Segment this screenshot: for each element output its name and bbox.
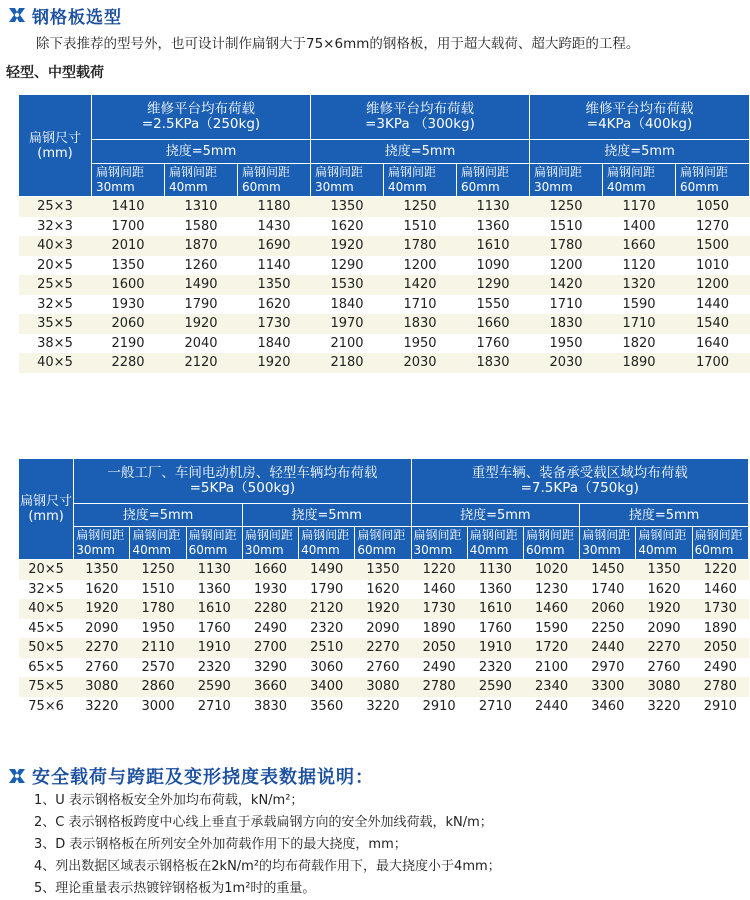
- size-cell: 45×5: [19, 619, 74, 639]
- span-value-cell: 1610: [457, 236, 530, 256]
- span-value-cell: 1590: [523, 619, 579, 639]
- span-value-cell: 1420: [530, 275, 603, 295]
- table-row: [19, 275, 750, 295]
- span-value-cell: 2010: [92, 236, 165, 256]
- span-value-cell: 1400: [603, 217, 676, 237]
- span-value-cell: 1360: [186, 580, 242, 600]
- span-value-cell: 1420: [384, 275, 457, 295]
- span-value-cell: 1920: [165, 314, 238, 334]
- section-title: [6, 2, 122, 28]
- table-row: [19, 560, 749, 580]
- span-value-cell: 1890: [692, 619, 748, 639]
- spacing-header: 扁钢间距 30mm: [311, 164, 384, 197]
- span-value-cell: 3220: [636, 697, 692, 717]
- span-value-cell: 1780: [130, 599, 186, 619]
- span-value-cell: 1760: [467, 619, 523, 639]
- subheading: 轻型、中型载荷: [6, 65, 104, 81]
- table-row: [19, 256, 750, 276]
- spacing-header: 扁钢间距 40mm: [603, 164, 676, 197]
- span-value-cell: 2120: [165, 353, 238, 373]
- table-row: [19, 638, 749, 658]
- span-value-cell: 1140: [238, 256, 311, 276]
- span-value-cell: 2100: [523, 658, 579, 678]
- span-value-cell: 3080: [636, 677, 692, 697]
- span-value-cell: 2760: [74, 658, 130, 678]
- spacing-header: 扁钢间距 60mm: [523, 527, 579, 560]
- span-value-cell: 1460: [523, 599, 579, 619]
- size-cell: 38×5: [19, 334, 92, 354]
- span-value-cell: 2320: [467, 658, 523, 678]
- span-value-cell: 1720: [523, 638, 579, 658]
- size-cell: 32×5: [19, 580, 74, 600]
- notes-list: [34, 790, 501, 900]
- span-value-cell: 1310: [165, 197, 238, 217]
- span-value-cell: 2490: [411, 658, 467, 678]
- size-cell: 25×5: [19, 275, 92, 295]
- spacing-header: 扁钢间距 40mm: [299, 527, 355, 560]
- span-value-cell: 1350: [238, 275, 311, 295]
- span-value-cell: 2050: [692, 638, 748, 658]
- span-value-cell: 1020: [523, 560, 579, 580]
- span-value-cell: 2060: [580, 599, 636, 619]
- span-value-cell: 1250: [384, 197, 457, 217]
- span-value-cell: 1360: [467, 580, 523, 600]
- span-value-cell: 2780: [411, 677, 467, 697]
- deflection-header: 挠度=5mm: [411, 504, 580, 527]
- span-value-cell: 1910: [467, 638, 523, 658]
- span-value-cell: 2910: [692, 697, 748, 717]
- span-value-cell: 1610: [186, 599, 242, 619]
- span-value-cell: 1930: [242, 580, 298, 600]
- note-item: 3、D 表示钢格板在所列安全外加荷载作用下的最大挠度，mm；: [34, 837, 407, 852]
- span-value-cell: 1710: [384, 295, 457, 315]
- spacing-header: 扁钢间距 30mm: [74, 527, 130, 560]
- span-value-cell: 1830: [384, 314, 457, 334]
- span-value-cell: 1920: [355, 599, 411, 619]
- table-row: [19, 677, 749, 697]
- span-value-cell: 2590: [186, 677, 242, 697]
- span-value-cell: 2050: [411, 638, 467, 658]
- span-value-cell: 2440: [580, 638, 636, 658]
- span-value-cell: 1530: [311, 275, 384, 295]
- span-value-cell: 1350: [74, 560, 130, 580]
- span-value-cell: 3460: [580, 697, 636, 717]
- spacing-header: 扁钢间距 30mm: [530, 164, 603, 197]
- span-value-cell: 1660: [603, 236, 676, 256]
- size-cell: 40×5: [19, 599, 74, 619]
- span-value-cell: 1910: [186, 638, 242, 658]
- table-row: [19, 334, 750, 354]
- span-value-cell: 1320: [603, 275, 676, 295]
- span-value-cell: 1970: [311, 314, 384, 334]
- table-row: [19, 697, 749, 717]
- size-cell: 35×5: [19, 314, 92, 334]
- span-value-cell: 2340: [523, 677, 579, 697]
- size-cell: 75×5: [19, 677, 74, 697]
- note-item: 4、列出数据区域表示钢格板在2kN/m²的均布荷载作用下，最大挠度小于4mm；: [34, 859, 501, 874]
- logo-icon: [6, 765, 28, 787]
- span-value-cell: 2030: [530, 353, 603, 373]
- span-value-cell: 1890: [603, 353, 676, 373]
- size-cell: 40×5: [19, 353, 92, 373]
- span-value-cell: 1350: [311, 197, 384, 217]
- spacing-header: 扁钢间距 40mm: [165, 164, 238, 197]
- span-value-cell: 1760: [457, 334, 530, 354]
- span-value-cell: 1010: [676, 256, 750, 276]
- span-value-cell: 1920: [74, 599, 130, 619]
- span-value-cell: 1760: [186, 619, 242, 639]
- size-cell: 75×6: [19, 697, 74, 717]
- span-value-cell: 1830: [457, 353, 530, 373]
- load-header: 重型车辆、装备承受载区域均布荷载 =7.5KPa（750kg): [411, 459, 748, 504]
- span-value-cell: 3080: [355, 677, 411, 697]
- span-value-cell: 1730: [692, 599, 748, 619]
- span-value-cell: 1230: [523, 580, 579, 600]
- span-value-cell: 1510: [530, 217, 603, 237]
- span-value-cell: 1180: [238, 197, 311, 217]
- row-header: 扁钢尺寸 (mm): [19, 95, 92, 197]
- table-row: [19, 580, 749, 600]
- span-value-cell: 1620: [74, 580, 130, 600]
- table-row: [19, 314, 750, 334]
- span-value-cell: 1780: [384, 236, 457, 256]
- span-value-cell: 3220: [355, 697, 411, 717]
- size-cell: 50×5: [19, 638, 74, 658]
- span-value-cell: 1700: [92, 217, 165, 237]
- span-value-cell: 1710: [603, 314, 676, 334]
- span-value-cell: 1460: [692, 580, 748, 600]
- span-value-cell: 1590: [603, 295, 676, 315]
- table-row: [19, 658, 749, 678]
- span-value-cell: 1120: [603, 256, 676, 276]
- span-value-cell: 3290: [242, 658, 298, 678]
- load-header: 维修平台均布荷载 =4KPa（400kg): [530, 95, 750, 140]
- span-value-cell: 2090: [355, 619, 411, 639]
- span-value-cell: 3560: [299, 697, 355, 717]
- span-value-cell: 2710: [467, 697, 523, 717]
- span-value-cell: 1350: [355, 560, 411, 580]
- span-value-cell: 1430: [238, 217, 311, 237]
- span-value-cell: 2860: [130, 677, 186, 697]
- span-value-cell: 2190: [92, 334, 165, 354]
- span-value-cell: 1360: [457, 217, 530, 237]
- note-item: 1、U 表示钢格板安全外加均布荷载，kN/m²；: [34, 793, 304, 808]
- span-value-cell: 2320: [299, 619, 355, 639]
- span-value-cell: 1950: [130, 619, 186, 639]
- size-cell: 32×3: [19, 217, 92, 237]
- table-row: [19, 619, 749, 639]
- span-value-cell: 1790: [299, 580, 355, 600]
- span-value-cell: 1890: [411, 619, 467, 639]
- table-row: [19, 197, 750, 217]
- span-value-cell: 1350: [636, 560, 692, 580]
- spacing-header: 扁钢间距 60mm: [676, 164, 750, 197]
- note-item: 2、C 表示钢格板跨度中心线上垂直于承载扁钢方向的安全外加线荷载，kN/m；: [34, 815, 493, 830]
- span-value-cell: 1290: [311, 256, 384, 276]
- span-value-cell: 1930: [92, 295, 165, 315]
- span-value-cell: 1490: [165, 275, 238, 295]
- span-value-cell: 2510: [299, 638, 355, 658]
- table-row: [19, 217, 750, 237]
- span-value-cell: 2490: [692, 658, 748, 678]
- span-value-cell: 1740: [580, 580, 636, 600]
- span-value-cell: 1950: [530, 334, 603, 354]
- span-value-cell: 1920: [238, 353, 311, 373]
- span-value-cell: 2090: [74, 619, 130, 639]
- span-value-cell: 1660: [242, 560, 298, 580]
- spacing-header: 扁钢间距 40mm: [130, 527, 186, 560]
- span-value-cell: 1820: [603, 334, 676, 354]
- span-value-cell: 2040: [165, 334, 238, 354]
- spacing-header: 扁钢间距 30mm: [92, 164, 165, 197]
- spacing-header: 扁钢间距 40mm: [384, 164, 457, 197]
- span-value-cell: 1620: [636, 580, 692, 600]
- deflection-header: 挠度=5mm: [311, 140, 530, 164]
- span-value-cell: 1090: [457, 256, 530, 276]
- span-value-cell: 2120: [299, 599, 355, 619]
- span-value-cell: 1450: [580, 560, 636, 580]
- load-header: 维修平台均布荷载 =3KPa （300kg): [311, 95, 530, 140]
- load-header: 维修平台均布荷载 =2.5KPa（250kg): [92, 95, 311, 140]
- section-title-text: 钢格板选型: [32, 7, 122, 28]
- span-value-cell: 2090: [636, 619, 692, 639]
- span-value-cell: 2570: [130, 658, 186, 678]
- span-value-cell: 2280: [92, 353, 165, 373]
- spec-table-heavy: [18, 458, 749, 716]
- row-header: 扁钢尺寸 (mm): [19, 459, 74, 560]
- span-value-cell: 1600: [92, 275, 165, 295]
- span-value-cell: 1250: [130, 560, 186, 580]
- table-row: [19, 295, 750, 315]
- span-value-cell: 1350: [92, 256, 165, 276]
- span-value-cell: 2060: [92, 314, 165, 334]
- span-value-cell: 1220: [692, 560, 748, 580]
- span-value-cell: 3660: [242, 677, 298, 697]
- span-value-cell: 1730: [411, 599, 467, 619]
- notes-title: [6, 763, 374, 789]
- span-value-cell: 2270: [636, 638, 692, 658]
- span-value-cell: 2270: [74, 638, 130, 658]
- span-value-cell: 1220: [411, 560, 467, 580]
- span-value-cell: 2030: [384, 353, 457, 373]
- span-value-cell: 1200: [530, 256, 603, 276]
- span-value-cell: 1710: [530, 295, 603, 315]
- span-value-cell: 2760: [355, 658, 411, 678]
- size-cell: 20×5: [19, 560, 74, 580]
- size-cell: 65×5: [19, 658, 74, 678]
- span-value-cell: 3060: [299, 658, 355, 678]
- span-value-cell: 3300: [580, 677, 636, 697]
- span-value-cell: 1200: [676, 275, 750, 295]
- spec-table-light-medium: [18, 94, 750, 373]
- span-value-cell: 1620: [311, 217, 384, 237]
- span-value-cell: 3400: [299, 677, 355, 697]
- spacing-header: 扁钢间距 60mm: [186, 527, 242, 560]
- span-value-cell: 2710: [186, 697, 242, 717]
- span-value-cell: 1920: [636, 599, 692, 619]
- spacing-header: 扁钢间距 60mm: [457, 164, 530, 197]
- span-value-cell: 1500: [676, 236, 750, 256]
- span-value-cell: 1460: [411, 580, 467, 600]
- deflection-header: 挠度=5mm: [530, 140, 750, 164]
- span-value-cell: 1290: [457, 275, 530, 295]
- span-value-cell: 1610: [467, 599, 523, 619]
- span-value-cell: 1660: [457, 314, 530, 334]
- deflection-header: 挠度=5mm: [74, 504, 243, 527]
- span-value-cell: 1410: [92, 197, 165, 217]
- span-value-cell: 1840: [311, 295, 384, 315]
- span-value-cell: 2780: [692, 677, 748, 697]
- span-value-cell: 1050: [676, 197, 750, 217]
- spacing-header: 扁钢间距 40mm: [467, 527, 523, 560]
- span-value-cell: 2100: [311, 334, 384, 354]
- spacing-header: 扁钢间距 40mm: [636, 527, 692, 560]
- span-value-cell: 1580: [165, 217, 238, 237]
- span-value-cell: 1840: [238, 334, 311, 354]
- spacing-header: 扁钢间距 30mm: [242, 527, 298, 560]
- span-value-cell: 1260: [165, 256, 238, 276]
- table-body: [19, 560, 749, 717]
- span-value-cell: 1780: [530, 236, 603, 256]
- span-value-cell: 2440: [523, 697, 579, 717]
- span-value-cell: 1510: [130, 580, 186, 600]
- span-value-cell: 2110: [130, 638, 186, 658]
- span-value-cell: 2910: [411, 697, 467, 717]
- span-value-cell: 2250: [580, 619, 636, 639]
- span-value-cell: 1510: [384, 217, 457, 237]
- deflection-header: 挠度=5mm: [580, 504, 749, 527]
- size-cell: 40×3: [19, 236, 92, 256]
- span-value-cell: 3220: [74, 697, 130, 717]
- table-row: [19, 599, 749, 619]
- span-value-cell: 1620: [238, 295, 311, 315]
- span-value-cell: 1440: [676, 295, 750, 315]
- load-header: 一般工厂、车间电动机房、轻型车辆均布荷载 =5KPa（500kg): [74, 459, 411, 504]
- notes-title-text: 安全载荷与跨距及变形挠度表数据说明：: [32, 767, 374, 788]
- span-value-cell: 1130: [467, 560, 523, 580]
- span-value-cell: 2700: [242, 638, 298, 658]
- size-cell: 20×5: [19, 256, 92, 276]
- span-value-cell: 2320: [186, 658, 242, 678]
- span-value-cell: 1640: [676, 334, 750, 354]
- span-value-cell: 2490: [242, 619, 298, 639]
- table-row: [19, 236, 750, 256]
- span-value-cell: 1920: [311, 236, 384, 256]
- span-value-cell: 1130: [186, 560, 242, 580]
- deflection-header: 挠度=5mm: [92, 140, 311, 164]
- span-value-cell: 2760: [636, 658, 692, 678]
- table-row: [19, 353, 750, 373]
- span-value-cell: 1730: [238, 314, 311, 334]
- spacing-header: 扁钢间距 60mm: [692, 527, 748, 560]
- span-value-cell: 2970: [580, 658, 636, 678]
- size-cell: 25×3: [19, 197, 92, 217]
- deflection-header: 挠度=5mm: [242, 504, 411, 527]
- spacing-header: 扁钢间距 30mm: [411, 527, 467, 560]
- span-value-cell: 1550: [457, 295, 530, 315]
- span-value-cell: 2280: [242, 599, 298, 619]
- spacing-header: 扁钢间距 30mm: [580, 527, 636, 560]
- span-value-cell: 3000: [130, 697, 186, 717]
- span-value-cell: 1170: [603, 197, 676, 217]
- span-value-cell: 2590: [467, 677, 523, 697]
- logo-icon: [6, 4, 28, 26]
- span-value-cell: 1830: [530, 314, 603, 334]
- span-value-cell: 1130: [457, 197, 530, 217]
- span-value-cell: 1540: [676, 314, 750, 334]
- span-value-cell: 1870: [165, 236, 238, 256]
- span-value-cell: 1250: [530, 197, 603, 217]
- span-value-cell: 1200: [384, 256, 457, 276]
- span-value-cell: 2270: [355, 638, 411, 658]
- spacing-header: 扁钢间距 60mm: [238, 164, 311, 197]
- span-value-cell: 1790: [165, 295, 238, 315]
- span-value-cell: 1690: [238, 236, 311, 256]
- size-cell: 32×5: [19, 295, 92, 315]
- note-item: 5、理论重量表示热镀锌钢格板为1m²时的重量。: [34, 881, 316, 896]
- intro-text: 除下表推荐的型号外，也可设计制作扁钢大于75×6mm的钢格板，用于超大载荷、超大跨距的工程。: [36, 36, 640, 52]
- table-body: [19, 197, 750, 373]
- spacing-header: 扁钢间距 60mm: [355, 527, 411, 560]
- span-value-cell: 1490: [299, 560, 355, 580]
- span-value-cell: 3080: [74, 677, 130, 697]
- span-value-cell: 1620: [355, 580, 411, 600]
- span-value-cell: 1950: [384, 334, 457, 354]
- span-value-cell: 2180: [311, 353, 384, 373]
- span-value-cell: 3830: [242, 697, 298, 717]
- span-value-cell: 1270: [676, 217, 750, 237]
- span-value-cell: 1700: [676, 353, 750, 373]
